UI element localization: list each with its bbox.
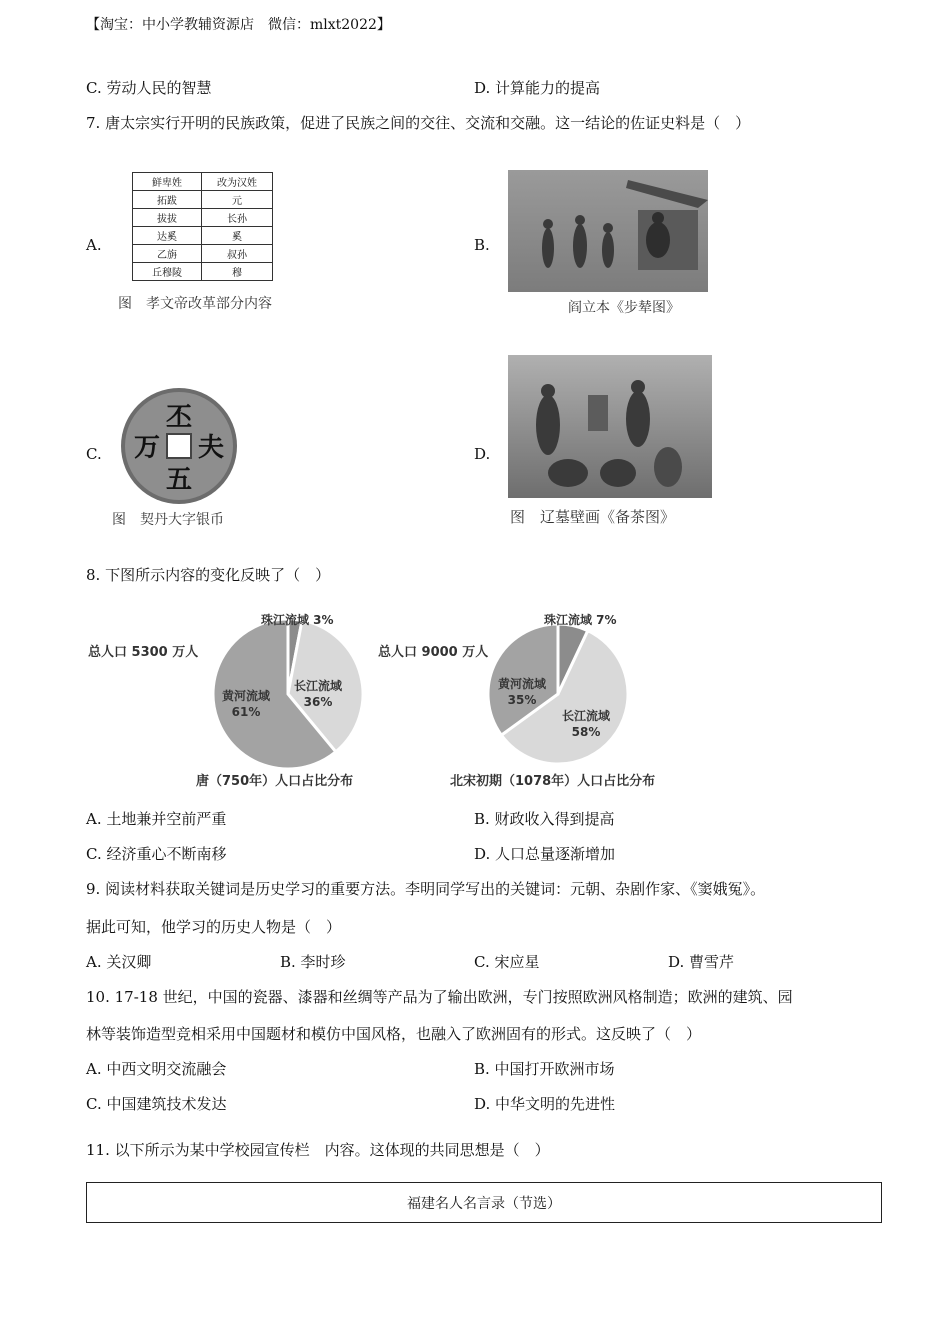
fig-a-caption: 图 孝文帝改革部分内容 [118, 296, 272, 312]
q9-option-a: A. 关汉卿 [86, 953, 152, 971]
fig-d-caption: 图 辽墓壁画《备茶图》 [510, 508, 676, 526]
q10-stem-line1: 10. 17-18 世纪，中国的瓷器、漆器和丝绸等产品为了输出欧洲，专门按照欧洲风格制造；欧洲的建筑、园 [86, 988, 793, 1006]
q10-option-c: C. 中国建筑技术发达 [86, 1095, 227, 1113]
surname-table-cell: 奚 [202, 227, 273, 245]
coin-char-left: 万 [133, 433, 161, 463]
q9-option-c: C. 宋应星 [474, 953, 540, 971]
surname-table-cell: 长孙 [202, 209, 273, 227]
q8-stem: 8. 下图所示内容的变化反映了（ ） [86, 566, 331, 584]
q9-option-b: B. 李时珍 [280, 953, 346, 971]
q7-option-a: A. [86, 236, 102, 254]
q10-stem-line2: 林等装饰造型竞相采用中国题材和模仿中国风格，也融入了欧洲固有的形式。这反映了（ ） [86, 1025, 702, 1043]
q8-option-a: A. 土地兼并空前严重 [86, 810, 227, 828]
q9-stem-line2: 据此可知，他学习的历史人物是（ ） [86, 918, 342, 936]
quote-box [86, 1182, 882, 1223]
q8-option-d: D. 人口总量逐渐增加 [474, 845, 616, 863]
surname-table [132, 172, 273, 281]
surname-table-figure [132, 172, 273, 281]
surname-table-cell: 元 [202, 191, 273, 209]
pie1-title: 唐（750年）人口占比分布 [196, 774, 354, 789]
q7-option-c: C. [86, 445, 102, 463]
coin-char-bottom: 五 [165, 465, 193, 495]
q9-stem-line1: 9. 阅读材料获取关键词是历史学习的重要方法。李明同学写出的关键词：元朝、杂剧作家、《窦娥冤》。 [86, 880, 766, 898]
surname-table-cell: 乙旃 [133, 245, 202, 263]
pie-chart-tang [213, 612, 363, 769]
quote-box-title: 福建名人名言录（节选） [407, 1196, 561, 1212]
fig-b-caption: 阎立本《步辇图》 [568, 300, 680, 316]
liao-mural-image [508, 355, 712, 498]
pie2-total-label: 总人口 9000 万人 [378, 645, 489, 660]
surname-table-header: 改为汉姓 [202, 173, 273, 191]
q9-option-d: D. 曹雪芹 [668, 953, 735, 971]
pie-slice-label: 珠江流域 3% [261, 613, 334, 627]
q7-option-b: B. [474, 236, 490, 254]
q7-stem: 7. 唐太宗实行开明的民族政策，促进了民族之间的交往、交流和交融。这一结论的佐证史料是（ ） [86, 114, 751, 132]
q7-option-d: D. [474, 445, 491, 463]
q10-option-d: D. 中华文明的先进性 [474, 1095, 616, 1113]
q6-option-d: D. 计算能力的提高 [474, 79, 601, 97]
population-pie-charts [86, 604, 706, 796]
fig-c-caption: 图 契丹大字银币 [112, 512, 224, 528]
pie1-total-label: 总人口 5300 万人 [88, 645, 199, 660]
surname-table-cell: 丘穆陵 [133, 263, 202, 281]
q11-stem: 11. 以下所示为某中学校园宣传栏 内容。这体现的共同思想是（ ） [86, 1141, 550, 1159]
pie-slice-label: 珠江流域 7% [544, 613, 617, 627]
surname-table-cell: 达奚 [133, 227, 202, 245]
q10-option-a: A. 中西文明交流融会 [86, 1060, 227, 1078]
pie-slice-label: 黄河流域 35% [497, 677, 547, 707]
q6-option-c: C. 劳动人民的智慧 [86, 79, 212, 97]
surname-table-cell: 拓跋 [133, 191, 202, 209]
surname-table-cell: 拔拔 [133, 209, 202, 227]
q8-option-b: B. 财政收入得到提高 [474, 810, 615, 828]
pie-chart-song [488, 612, 628, 764]
surname-table-header: 鲜卑姓 [133, 173, 202, 191]
pie2-title: 北宋初期（1078年）人口占比分布 [450, 774, 656, 789]
header-watermark: 【淘宝：中小学教辅资源店 微信：mlxt2022】 [86, 17, 391, 33]
bunian-painting-image [508, 170, 708, 292]
coin-char-right: 夫 [197, 433, 225, 463]
surname-table-cell: 叔孙 [202, 245, 273, 263]
pie-slice-label: 长江流域 36% [293, 679, 343, 709]
khitan-coin-image [119, 386, 239, 506]
pie-slice-label: 黄河流域 61% [221, 689, 271, 719]
surname-table-cell: 穆 [202, 263, 273, 281]
q8-option-c: C. 经济重心不断南移 [86, 845, 227, 863]
coin-char-top: 丕 [165, 403, 193, 433]
pie-slice-label: 长江流域 58% [561, 709, 611, 739]
q10-option-b: B. 中国打开欧洲市场 [474, 1060, 615, 1078]
